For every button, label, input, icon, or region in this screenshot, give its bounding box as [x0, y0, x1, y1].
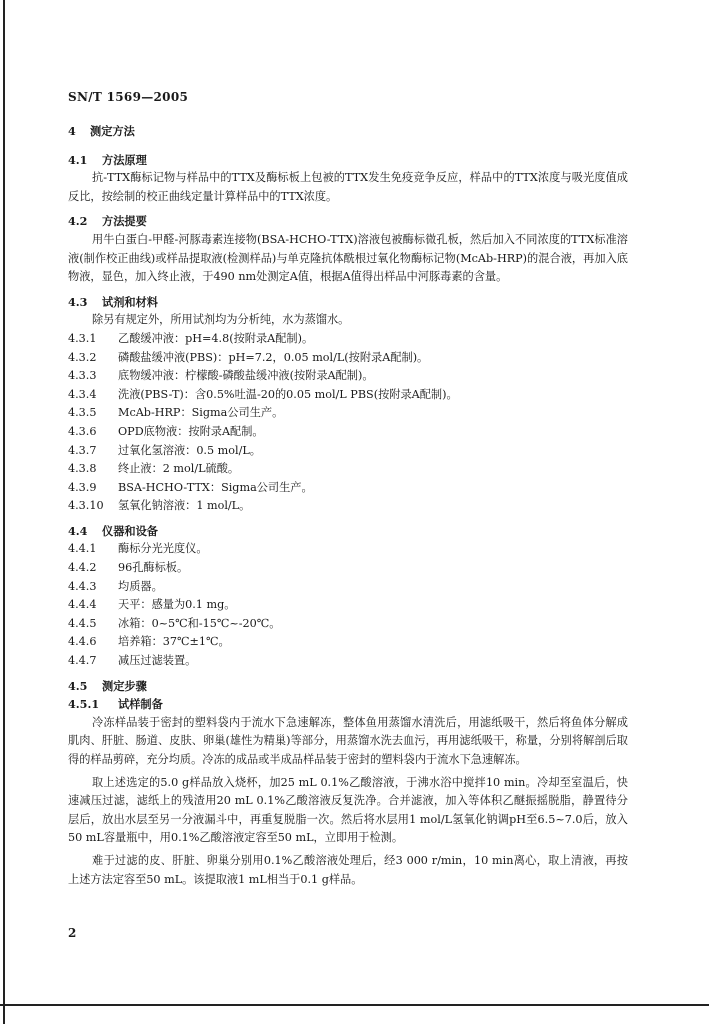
- section-heading-4-5: 4.5 测定步骤: [68, 678, 147, 693]
- list-item: 4.3.6 OPD底物液：按附录A配制。: [68, 424, 264, 438]
- list-item: 4.3.9 BSA-HCHO-TTX：Sigma公司生产。: [68, 480, 313, 494]
- section-heading-4: 4 测定方法: [68, 124, 135, 138]
- list-item: 4.3.5 McAb-HRP：Sigma公司生产。: [68, 406, 284, 420]
- paragraph-4-5-1-b: 取上述选定的5.0 g样品放入烧杯，加25 mL 0.1%乙酸溶液，于沸水浴中搅拌10 min。冷却至室温后，快速减压过滤，滤纸上的残渣用20 mL 0.1%乙酸溶液反复洗净。合并滤液，加入等体积乙醚振摇脱脂，静置待分层后，放出水层至另一分液漏斗中，再重复脱脂一次。然后将水层用1 mol/L氢氧化钠调pH至6.5~7.0后，放入50 mL容量瓶中，用0.1%乙酸溶液定容至50 mL，立即用于检测。: [68, 775, 628, 845]
- page-body: [68, 122, 628, 889]
- page-left-edge: [3, 0, 5, 1024]
- list-item: 4.3.7 过氧化氢溶液：0.5 mol/L。: [68, 443, 261, 457]
- document-code-header: SN/T 1569—2005: [68, 90, 189, 104]
- paragraph-4-5-1-c: 难于过滤的皮、肝脏、卵巢分别用0.1%乙酸溶液处理后，经3 000 r/min，10 min离心，取上清液，再按上述方法定容至50 mL。该提取液1 mL相当于0.1 g样品。: [68, 853, 628, 886]
- list-item: 4.3.2 磷酸盐缓冲液(PBS)：pH=7.2，0.05 mol/L(按附录A配制)。: [68, 350, 429, 364]
- section-heading-4-3: 4.3 试剂和材料: [68, 294, 158, 309]
- section-heading-4-5-1: 4.5.1 试样制备: [68, 697, 163, 712]
- page-bottom-edge: [0, 1004, 709, 1006]
- page-number: 2: [68, 926, 77, 940]
- list-item: 4.4.3 均质器。: [68, 579, 163, 593]
- list-item: 4.4.4 天平：感量为0.1 mg。: [68, 598, 236, 612]
- list-item: 4.4.2 96孔酶标板。: [68, 561, 189, 575]
- paragraph-4-5-1-a: 冷冻样品装于密封的塑料袋内于流水下急速解冻，整体鱼用蒸馏水清洗后，用滤纸吸干，然后将鱼体分解成肌肉、肝脏、肠道、皮肤、卵巢(雄性为精巢)等部分，用蒸馏水洗去血污，再用滤纸吸干，称量，分别将解剖后取得的样品剪碎，充分均质。冷冻的成品或半成品样品装于密封的塑料袋内于流水下急速解冻。: [68, 715, 628, 766]
- list-item: 4.4.5 冰箱：0~5℃和-15℃~-20℃。: [68, 616, 281, 630]
- paragraph-4-3: 除另有规定外，所用试剂均为分析纯，水为蒸馏水。: [92, 313, 350, 327]
- section-heading-4-4: 4.4 仪器和设备: [68, 523, 158, 538]
- paragraph-4-2: 用牛白蛋白-甲醛-河豚毒素连接物(BSA-HCHO-TTX)溶液包被酶标微孔板，然后加入不同浓度的TTX标准溶液(制作校正曲线)或样品提取液(检测样品)与单克隆抗体酰根过氧化物酶标记物(McAb-HRP)的混合液，再加入底物液，显色，加入终止液，于490 nm处测定A值，根据A值得出样品中河豚毒素的含量。: [68, 232, 628, 284]
- section-heading-4-1: 4.1 方法原理: [68, 152, 147, 167]
- list-item: 4.4.1 酶标分光光度仪。: [68, 542, 208, 556]
- section-heading-4-2: 4.2 方法提要: [68, 214, 147, 229]
- list-item: 4.3.1 乙酸缓冲液：pH=4.8(按附录A配制)。: [68, 331, 314, 345]
- list-item: 4.4.6 培养箱：37℃±1℃。: [68, 635, 230, 649]
- list-item: 4.3.3 底物缓冲液：柠檬酸-磷酸盐缓冲液(按附录A配制)。: [68, 369, 374, 383]
- list-item: 4.4.7 减压过滤装置。: [68, 654, 197, 668]
- paragraph-4-1: 抗-TTX酶标记物与样品中的TTX及酶标板上包被的TTX发生免疫竞争反应，样品中的TTX浓度与吸光度值成反比，按绘制的校正曲线定量计算样品中的TTX浓度。: [68, 171, 628, 203]
- list-item: 4.3.8 终止液：2 mol/L硫酸。: [68, 462, 240, 476]
- list-item: 4.3.4 洗液(PBS-T)：含0.5%吐温-20的0.05 mol/L PBS(按附录A配制)。: [68, 387, 458, 401]
- list-item: 4.3.10 氢氧化钠溶液：1 mol/L。: [68, 499, 251, 513]
